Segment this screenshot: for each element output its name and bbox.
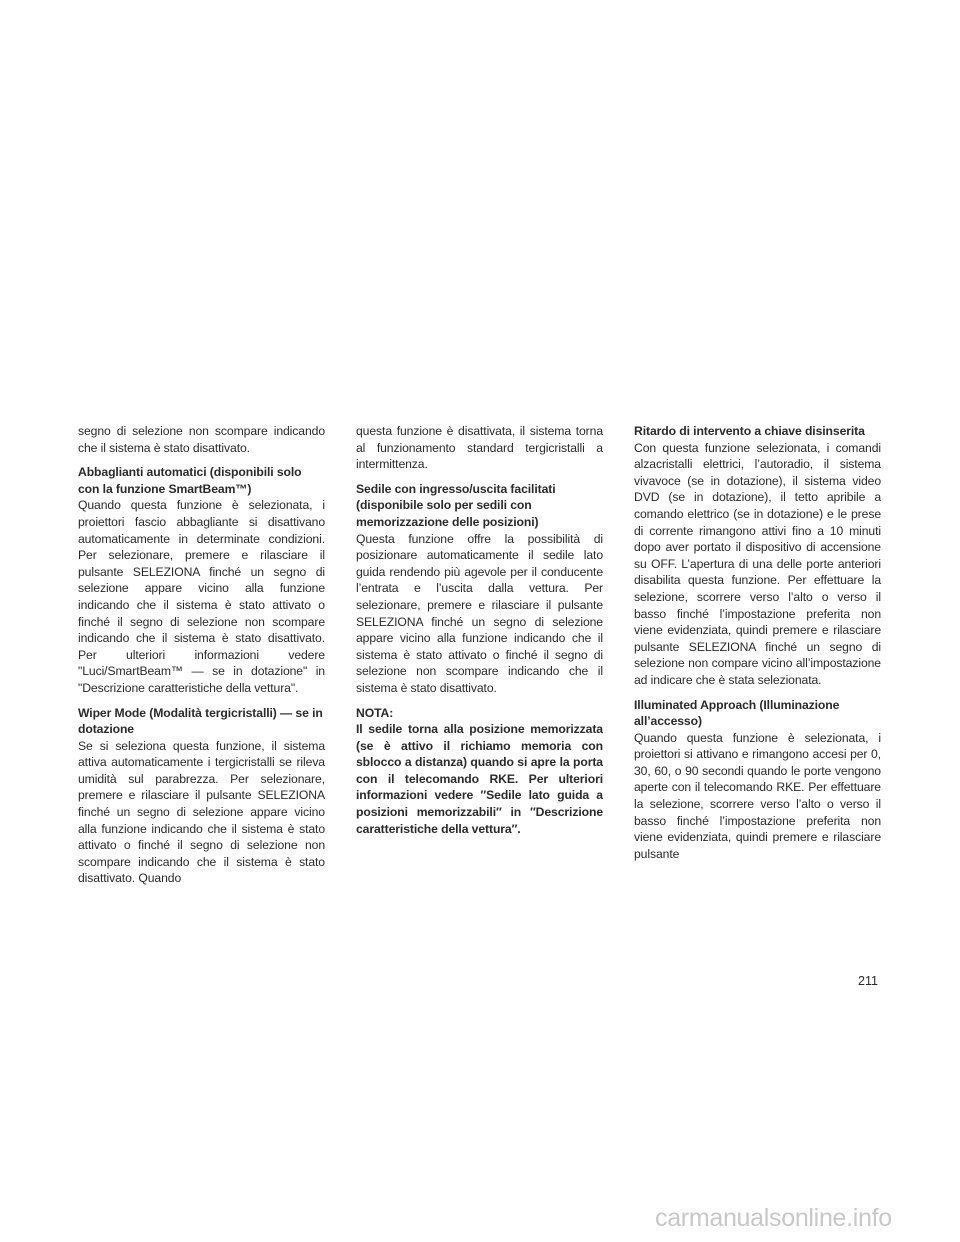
heading-wiper-mode: Wiper Mode (Modalità tergicristalli) — se in dotazione bbox=[78, 705, 323, 737]
watermark: carmanualsonline.info bbox=[655, 1204, 892, 1232]
text-column-middle bbox=[356, 423, 603, 837]
paragraph-easy-entry-seat: Questa funzione offre la possibilità di posizionare automaticamente il sedile lato guida rendendo più agevole per il conducente l’entrata e l’uscita dalla vettura. Per selezionare, premere e rilasciare il pulsante SELEZIONA finché un segno di selezione appare vicino alla funzione indicando che il sistema è stato attivato o finché il segno di selezione non scompare indicando che il sistema è stato disattivato. bbox=[356, 531, 603, 695]
paragraph-illuminated-approach: Quando questa funzione è selezionata, i proiettori si attivano e rimangono accesi per 0, 30, 60, o 90 secondi quando le porte vengono aperte con il telecomando RKE. Per effettuare la selezione, scorrere verso l’alto o verso il basso finché l’impostazione preferita non viene evidenziata, quindi premere e rilasciare pulsante bbox=[634, 730, 881, 861]
paragraph-continuation: segno di selezione non scompare indicando che il sistema è stato disattivato. bbox=[78, 424, 325, 455]
heading-easy-entry-seat: Sedile con ingresso/uscita facilitati (disponibile solo per sedili con memorizzazione delle posizioni) bbox=[356, 481, 556, 529]
note-body: Il sedile torna alla posizione memorizzata (se è attivo il richiamo memoria con sblocco a distanza) quando si apre la porta con il telecomando RKE. Per ulteriori informazioni vedere ″Sedile lato guida a posizioni memorizzabili″ in ″Descrizione caratteristiche della vettura″. bbox=[356, 722, 603, 836]
text-column-right bbox=[634, 423, 881, 870]
paragraph-wiper-mode: Se si seleziona questa funzione, il sistema attiva automaticamente i tergicristalli se rileva umidità sul parabrezza. Per selezionare, premere e rilasciare il pulsante SELEZIONA finché un segno di selezione appare vicino alla funzione indicando che il sistema è stato attivato o finché il segno di selezione non scompare indicando che il sistema è stato disattivato. Quando bbox=[78, 738, 325, 886]
paragraph-auto-high-beams: Quando questa funzione è selezionata, i proiettori fascio abbagliante si disattivano automaticamente in determinate condizioni. Per selezionare, premere e rilasciare il pulsante SELEZIONA finché un segno di selezione appare vicino alla funzione indicando che il sistema è stato attivato o finché il segno di selezione non scompare indicando che il sistema è stato disattivato. Per ulteriori informazioni vedere "Luci/SmartBeam™ — se in dotazione" in "Descrizione caratteristiche della vettura". bbox=[78, 498, 325, 695]
heading-auto-high-beams: Abbaglianti automatici (disponibili solo con la funzione SmartBeam™) bbox=[78, 465, 302, 496]
note-label: NOTA: bbox=[356, 705, 394, 720]
page-number: 211 bbox=[858, 974, 878, 988]
heading-key-off-delay: Ritardo di intervento a chiave disinserita bbox=[634, 424, 865, 438]
paragraph-key-off-delay: Con questa funzione selezionata, i comandi alzacristalli elettrici, l’autoradio, il sistema vivavoce (se in dotazione), il sistema video DVD (se in dotazione), il tetto apribile a comando elettrico (se in dotazione) e le prese di corrente rimangono attivi fino a 10 minuti dopo aver portato il dispositivo di accensione su OFF. L’apertura di una delle porte anteriori disabilita questa funzione. Per effettuare la selezione, scorrere verso l’alto o verso il basso finché l’impostazione preferita non viene evidenziata, quindi premere e rilasciare pulsante SELEZIONA finché un segno di selezione non compare vicino all’impostazione ad indicare che è stata selezionata. bbox=[634, 440, 881, 687]
heading-illuminated-approach: Illuminated Approach (Illuminazione all’accesso) bbox=[634, 697, 840, 729]
paragraph-continuation: questa funzione è disattivata, il sistema torna al funzionamento standard tergicristalli a intermittenza. bbox=[356, 424, 603, 472]
text-column-left bbox=[78, 423, 325, 895]
